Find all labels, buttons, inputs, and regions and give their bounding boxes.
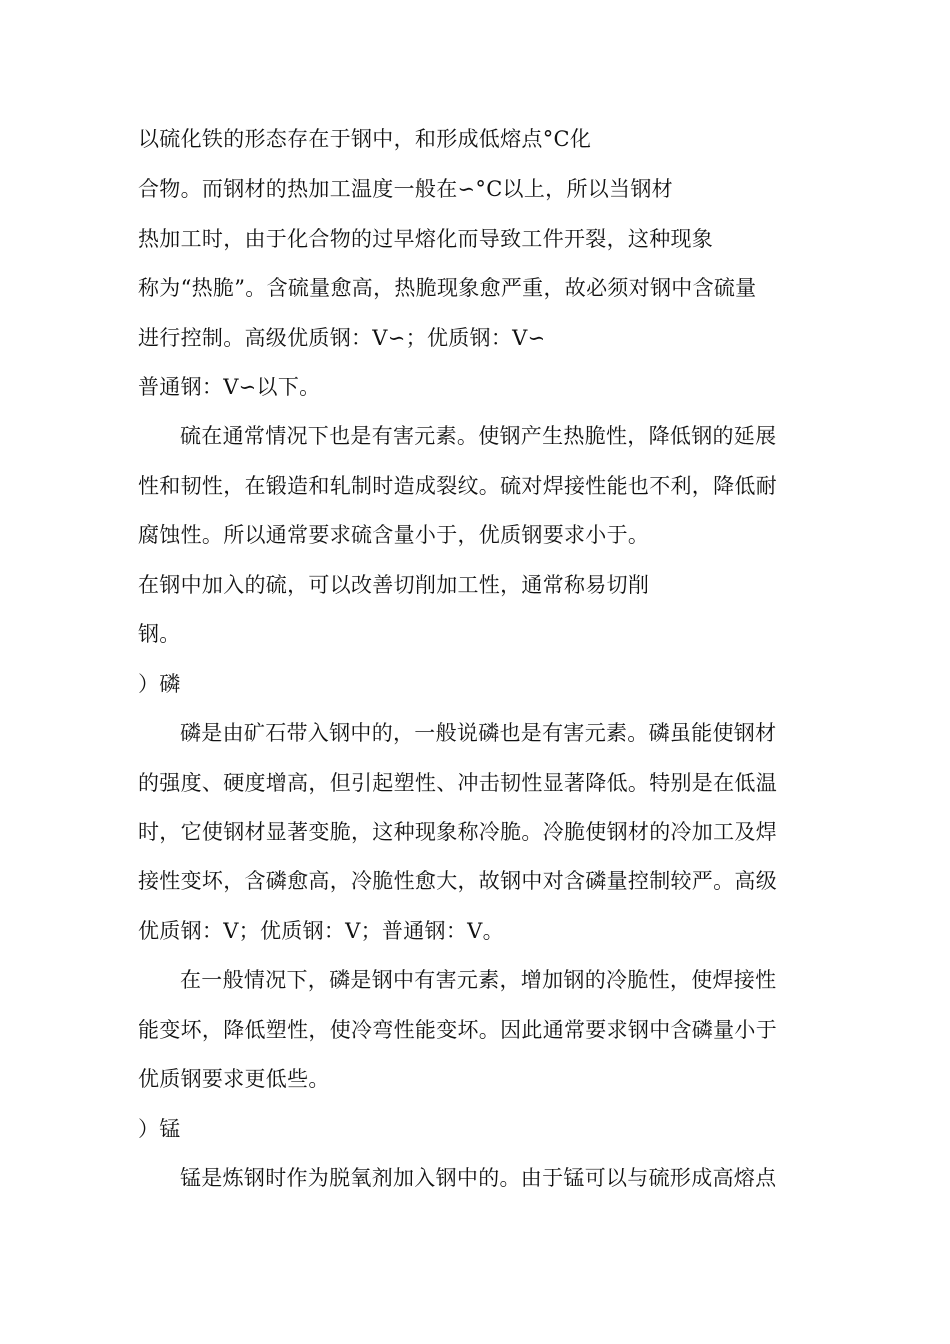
text-line: 热加工时，由于化合物的过早熔化而导致工件开裂，这种现象 [138,227,714,251]
text-line: 能变坏，降低塑性，使冷弯性能变坏。因此通常要求钢中含磷量小于 [138,1018,777,1042]
text-line: 性和韧性，在锻造和轧制时造成裂纹。硫对焊接性能也不利，降低耐 [138,474,777,498]
paragraph-first-line: 在一般情况下，磷是钢中有害元素，增加钢的冷脆性，使焊接性 [180,968,777,992]
text-line: 时，它使钢材显著变脆，这种现象称冷脆。冷脆使钢材的冷加工及焊 [138,820,777,844]
paragraph-first-line: 硫在通常情况下也是有害元素。使钢产生热脆性，降低钢的延展 [180,424,777,448]
text-line: 称为“热脆”。含硫量愈高，热脆现象愈严重，故必须对钢中含硫量 [138,276,757,300]
text-line: 以硫化铁的形态存在于钢中，和形成低熔点°C化 [138,127,592,151]
text-line: 的强度、硬度增高，但引起塑性、冲击韧性显著降低。特别是在低温 [138,771,777,795]
text-line: 钢。 [138,622,181,646]
text-line: 进行控制。高级优质钢：V∽；优质钢：V∽ [138,326,546,350]
text-line: 腐蚀性。所以通常要求硫含量小于，优质钢要求小于。 [138,523,650,547]
section-heading-phosphorus: ）磷 [138,672,181,696]
paragraph-first-line: 锰是炼钢时作为脱氧剂加入钢中的。由于锰可以与硫形成高熔点 [180,1166,777,1190]
text-line: 优质钢要求更低些。 [138,1067,330,1091]
section-heading-manganese: ）锰 [138,1117,181,1141]
text-line: 接性变坏，含磷愈高，冷脆性愈大，故钢中对含磷量控制较严。高级 [138,869,777,893]
text-line: 在钢中加入的硫，可以改善切削加工性，通常称易切削 [138,573,650,597]
paragraph-first-line: 磷是由矿石带入钢中的，一般说磷也是有害元素。磷虽能使钢材 [180,721,777,745]
text-line: 普通钢：V∽以下。 [138,375,321,399]
text-line: 优质钢：V；优质钢：V；普通钢：V。 [138,919,504,943]
text-line: 合物。而钢材的热加工温度一般在∽°C以上，所以当钢材 [138,177,673,201]
